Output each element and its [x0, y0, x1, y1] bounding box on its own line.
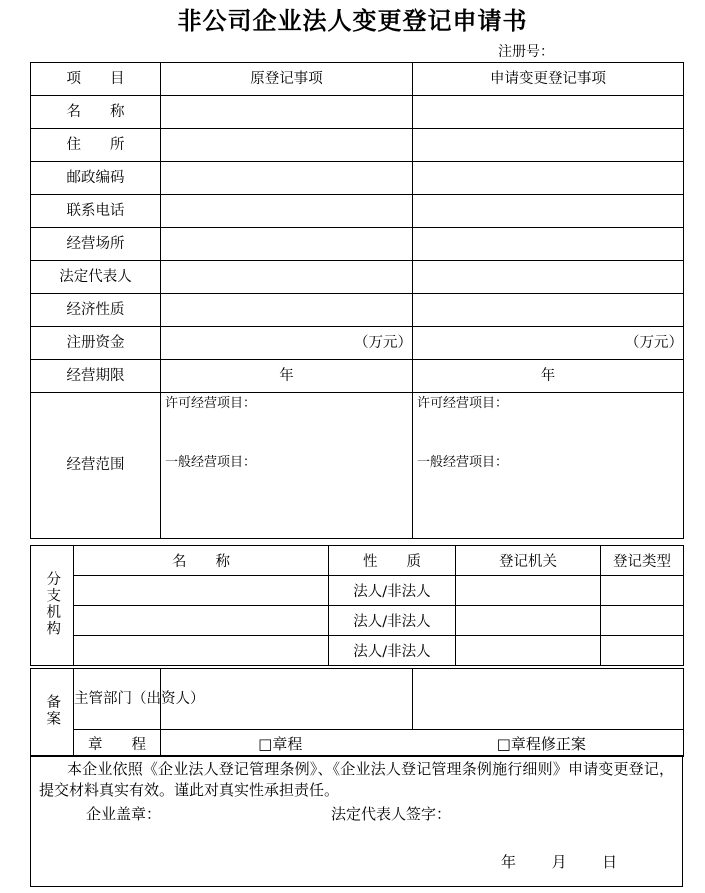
- table-row: [31, 129, 684, 162]
- field-business-term-original-unit[interactable]: 年: [161, 360, 413, 393]
- table-row: [31, 294, 684, 327]
- table-row: [31, 195, 684, 228]
- header-changed-items: 申请变更登记事项: [413, 63, 684, 96]
- field-registered-capital-original-unit[interactable]: （万元）: [161, 327, 413, 360]
- legal-representative-signature-label[interactable]: 法定代表人签字：: [331, 805, 452, 823]
- field-address-original[interactable]: [161, 129, 413, 162]
- table-row: [31, 96, 684, 129]
- branch-side-label-text: 分支机构: [44, 570, 61, 637]
- table-row: [31, 261, 684, 294]
- branch-name-3[interactable]: [74, 636, 329, 666]
- field-address-changed[interactable]: [413, 129, 684, 162]
- branch-name-2[interactable]: [74, 606, 329, 636]
- branch-authority-1[interactable]: [456, 576, 601, 606]
- record-side-label: [31, 669, 74, 757]
- field-economic-nature-changed[interactable]: [413, 294, 684, 327]
- field-business-term-changed-unit[interactable]: 年: [413, 360, 684, 393]
- branch-nature-3[interactable]: 法人/非法人: [329, 636, 456, 666]
- field-postcode-original[interactable]: [161, 162, 413, 195]
- record-department-row: [31, 669, 684, 730]
- table-row: [31, 606, 684, 636]
- row-label-business-term: 经营期限: [31, 360, 161, 393]
- field-phone-original[interactable]: [161, 195, 413, 228]
- table-row: [31, 162, 684, 195]
- footnote-clipped: [30, 886, 690, 893]
- general-items-label-original: 一般经营项目：: [165, 455, 257, 470]
- general-items-label-changed: 一般经营项目：: [417, 455, 509, 470]
- charter-amendment-checkbox[interactable]: □章程修正案: [496, 734, 586, 753]
- row-label-phone: 联系电话: [31, 195, 161, 228]
- table-row: [31, 636, 684, 666]
- record-side-label-text: 备案: [44, 694, 61, 727]
- declaration-table: [30, 755, 683, 887]
- charter-checkbox[interactable]: □章程: [258, 734, 303, 753]
- field-legal-representative-changed[interactable]: [413, 261, 684, 294]
- row-label-registered-capital: 注册资金: [31, 327, 161, 360]
- field-registered-capital-changed-unit[interactable]: （万元）: [413, 327, 684, 360]
- date-day-label: 日: [602, 853, 618, 871]
- row-label-business-scope: 经营范围: [31, 393, 161, 539]
- branch-type-1[interactable]: [601, 576, 684, 606]
- field-legal-representative-original[interactable]: [161, 261, 413, 294]
- registration-number-label: 注册号：: [498, 44, 554, 60]
- company-seal-label[interactable]: 企业盖章：: [86, 805, 162, 823]
- date-line[interactable]: [501, 851, 617, 872]
- branch-header-row: [31, 546, 684, 576]
- branch-side-label: [31, 546, 74, 666]
- header-original-items: 原登记事项: [161, 63, 413, 96]
- field-economic-nature-original[interactable]: [161, 294, 413, 327]
- row-label-name: 名 称: [31, 96, 161, 129]
- field-business-scope-original[interactable]: [161, 393, 413, 539]
- field-name-changed[interactable]: [413, 96, 684, 129]
- date-year-label: 年: [501, 853, 517, 871]
- branch-authority-2[interactable]: [456, 606, 601, 636]
- field-phone-changed[interactable]: [413, 195, 684, 228]
- field-business-site-changed[interactable]: [413, 228, 684, 261]
- page-title: 非公司企业法人变更登记申请书: [177, 7, 528, 35]
- row-label-postcode: 邮政编码: [31, 162, 161, 195]
- declaration-text: 本企业依照《企业法人登记管理条例》、《企业法人登记管理条例施行细则》申请变更登记，提交材料真实有效。谨此对真实性承担责任。: [39, 760, 674, 799]
- record-department-label: 主管部门（出资人）: [74, 669, 161, 730]
- table-row-business-scope: [31, 393, 684, 539]
- record-charter-options: [161, 730, 684, 757]
- field-name-original[interactable]: [161, 96, 413, 129]
- table-row: [31, 228, 684, 261]
- table-header-row: [31, 63, 684, 96]
- branch-header-authority: 登记机关: [456, 546, 601, 576]
- record-department-value-changed[interactable]: [413, 669, 684, 730]
- declaration-cell: [31, 756, 683, 887]
- field-business-scope-changed[interactable]: [413, 393, 684, 539]
- branch-authority-3[interactable]: [456, 636, 601, 666]
- field-postcode-changed[interactable]: [413, 162, 684, 195]
- main-form-table: [30, 62, 684, 539]
- record-charter-label: 章 程: [74, 730, 161, 757]
- licensed-items-label-original: 许可经营项目：: [165, 396, 257, 411]
- row-label-economic-nature: 经济性质: [31, 294, 161, 327]
- date-month-label: 月: [551, 853, 567, 871]
- branch-nature-1[interactable]: 法人/非法人: [329, 576, 456, 606]
- branch-header-name: 名 称: [74, 546, 329, 576]
- field-business-site-original[interactable]: [161, 228, 413, 261]
- table-row: [31, 576, 684, 606]
- row-label-address: 住 所: [31, 129, 161, 162]
- declaration-row: [31, 756, 683, 887]
- branch-header-type: 登记类型: [601, 546, 684, 576]
- branch-type-2[interactable]: [601, 606, 684, 636]
- header-item: 项 目: [31, 63, 161, 96]
- licensed-items-label-changed: 许可经营项目：: [417, 396, 509, 411]
- branch-type-3[interactable]: [601, 636, 684, 666]
- row-label-legal-representative: 法定代表人: [31, 261, 161, 294]
- row-label-business-site: 经营场所: [31, 228, 161, 261]
- record-filing-table: [30, 668, 684, 757]
- branch-header-nature: 性 质: [329, 546, 456, 576]
- branch-nature-2[interactable]: 法人/非法人: [329, 606, 456, 636]
- branch-institutions-table: [30, 545, 684, 666]
- table-row: [31, 360, 684, 393]
- branch-name-1[interactable]: [74, 576, 329, 606]
- table-row: [31, 327, 684, 360]
- record-charter-row: [31, 730, 684, 757]
